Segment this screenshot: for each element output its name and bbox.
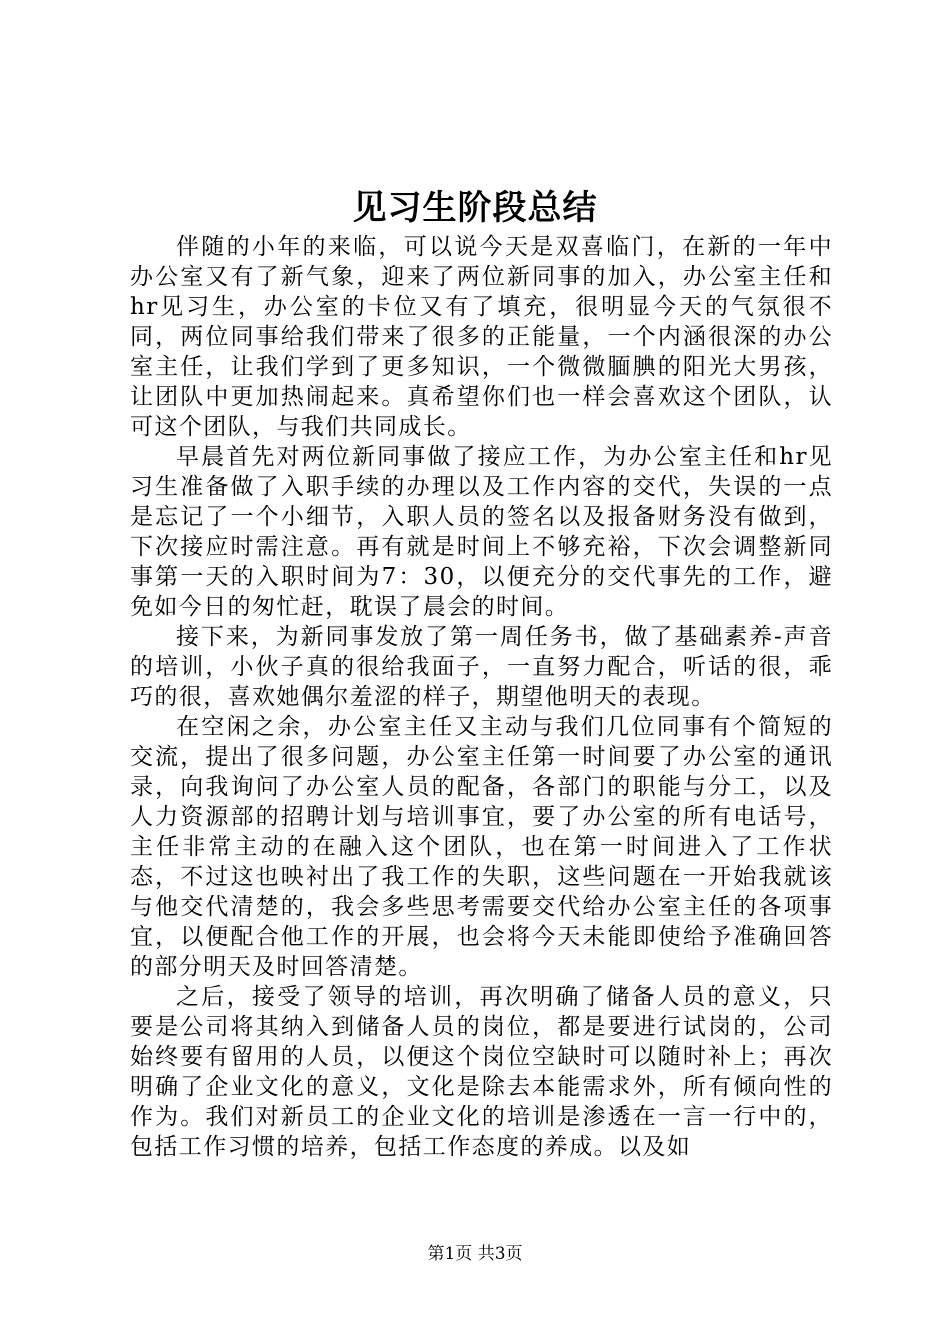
document-title: 见习生阶段总结 xyxy=(352,188,598,228)
paragraph: 伴随的小年的来临，可以说今天是双喜临门，在新的一年中办公室又有了新气象，迎来了两位新同事的加入，办公室主任和hr见习生，办公室的卡位又有了填充，很明显今天的气氛很不同，两位同事给我们带来了很多的正能量，一个内涵很深的办公室主任，让我们学到了更多知识，一个微微腼腆的阳光大男孩，让团队中更加热闹起来。真希望你们也一样会喜欢这个团队，认可这个团队，与我们共同成长。 xyxy=(130,234,833,440)
paragraph: 接下来，为新同事发放了第一周任务书，做了基础素养-声音的培训，小伙子真的很给我面子，一直努力配合，听话的很，乖巧的很，喜欢她偶尔羞涩的样子，期望他明天的表现。 xyxy=(130,624,833,710)
page-number: 第1页 xyxy=(427,1244,473,1264)
page-footer xyxy=(0,1242,950,1266)
paragraph: 早晨首先对两位新同事做了接应工作，为办公室主任和hr见习生准备做了入职手续的办理以及工作内容的交代，失误的一点是忘记了一个小细节，入职人员的签名以及报备财务没有做到，下次接应时需注意。再有就是时间上不够充裕，下次会调整新同事第一天的入职时间为7：30，以便充分的交代事先的工作，避免如今日的匆忙赶，耽误了晨会的时间。 xyxy=(130,444,833,620)
paragraph: 之后，接受了领导的培训，再次明确了储备人员的意义，只要是公司将其纳入到储备人员的岗位，都是要进行试岗的，公司始终要有留用的人员，以便这个岗位空缺时可以随时补上；再次明确了企业文化的意义，文化是除去本能需求外，所有倾向性的作为。我们对新员工的企业文化的培训是渗透在一言一行中的，包括工作习惯的培养，包括工作态度的养成。以及如 xyxy=(130,984,833,1160)
page-total: 共3页 xyxy=(477,1244,523,1264)
paragraph: 在空闲之余，办公室主任又主动与我们几位同事有个简短的交流，提出了很多问题，办公室主任第一时间要了办公室的通讯录，向我询问了办公室人员的配备，各部门的职能与分工，以及人力资源部的招聘计划与培训事宜，要了办公室的所有电话号，主任非常主动的在融入这个团队，也在第一时间进入了工作状态，不过这也映衬出了我工作的失职，这些问题在一开始我就该与他交代清楚的，我会多些思考需要交代给办公室主任的各项事宜，以便配合他工作的开展，也会将今天未能即使给予准确回答的部分明天及时回答清楚。 xyxy=(130,714,833,980)
document-body xyxy=(130,232,833,1162)
